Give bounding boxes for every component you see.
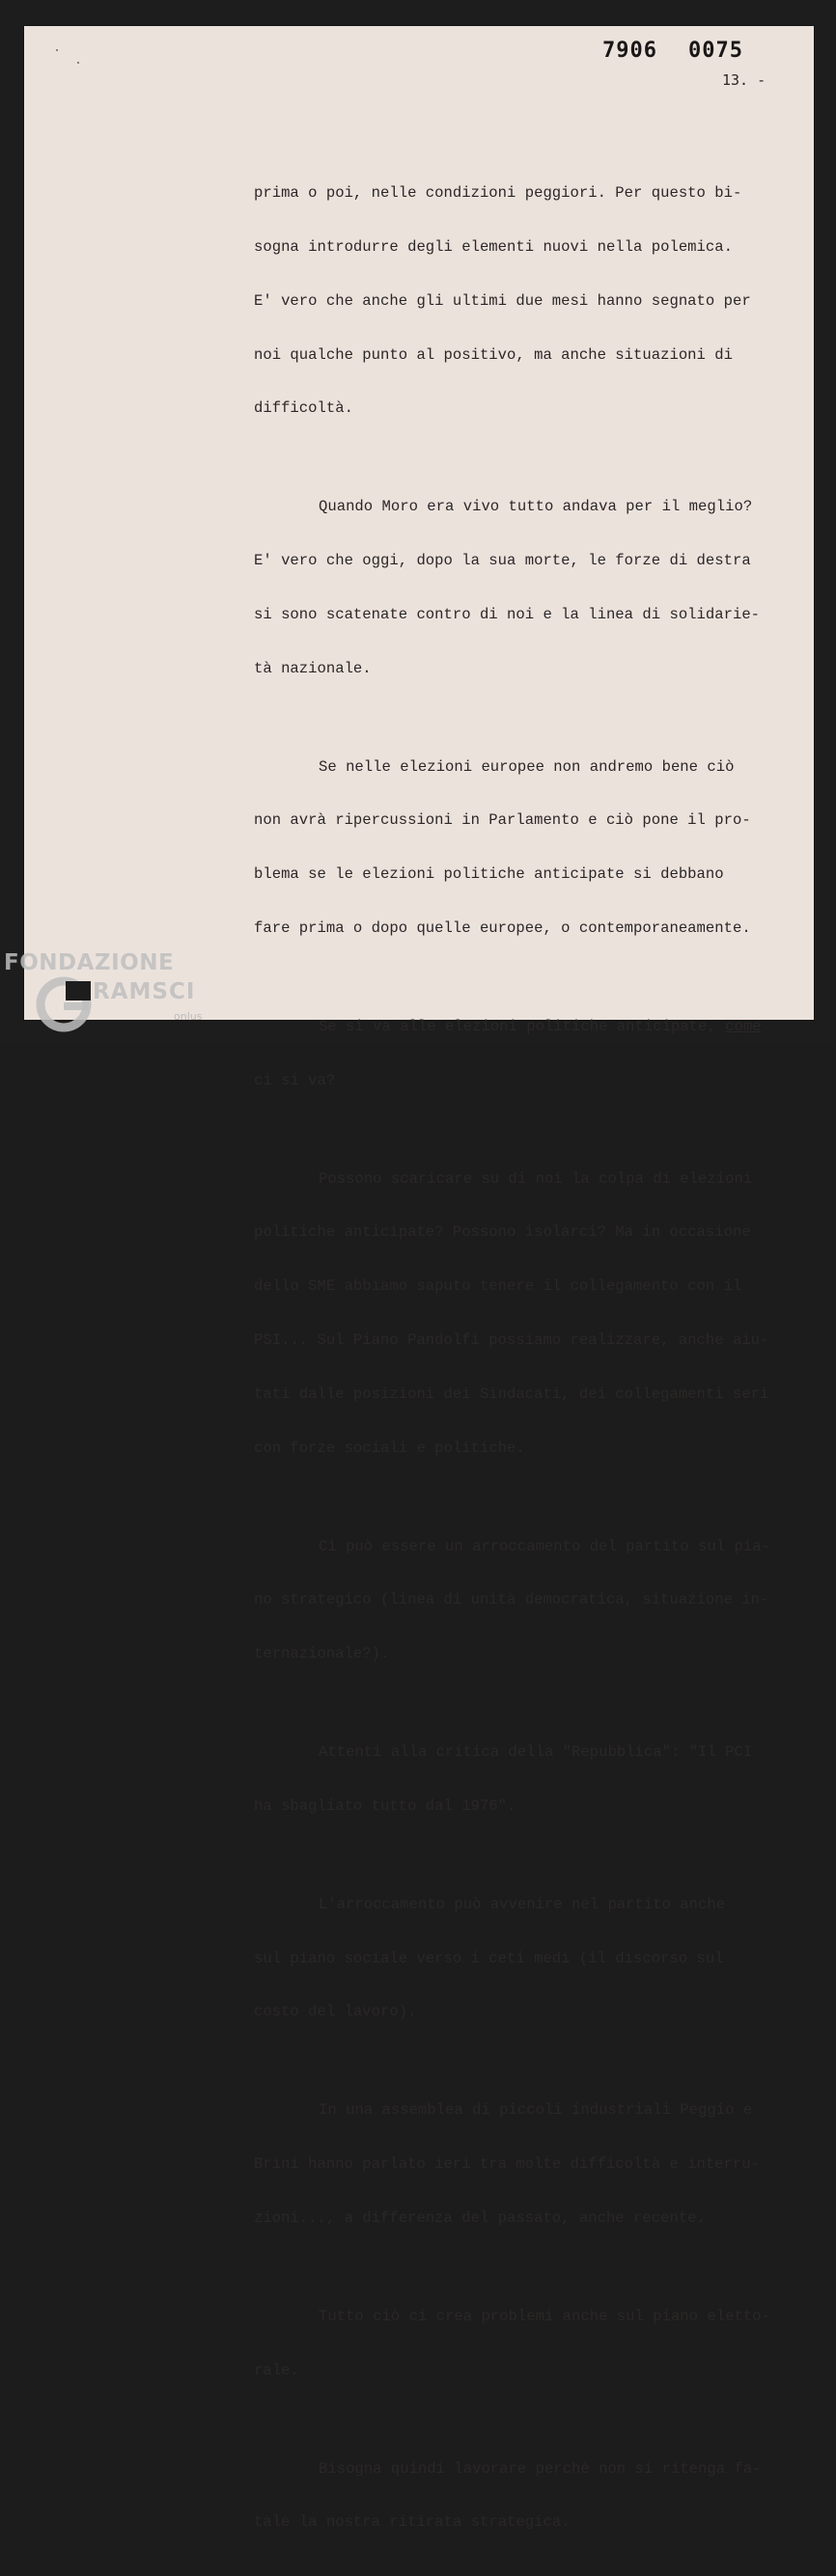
watermark-suffix: onlus	[174, 1010, 203, 1023]
text-line: con forze sociali e politiche.	[254, 1439, 525, 1457]
text-line	[254, 1018, 794, 1036]
paragraph-6	[254, 1501, 794, 1699]
text-line: politiche anticipate? Possono isolarci? Ma in occasione	[254, 1223, 751, 1242]
text-line: ci si va?	[254, 1071, 336, 1089]
fondazione-gramsci-watermark	[4, 950, 216, 1042]
text-fragment: Se si va alle elezioni politiche anticipate,	[319, 1017, 726, 1035]
text-line: no strategico (linea di unità democratica, situazione in-	[254, 1591, 769, 1609]
text-line: prima o poi, nelle condizioni peggiori. Per questo bi-	[254, 184, 742, 203]
watermark-line-2: RAMSCI	[93, 979, 196, 1004]
text-line: tà nazionale.	[254, 659, 372, 677]
watermark-line-1: FONDAZIONE	[4, 950, 175, 975]
text-line: blema se le elezioni politiche anticipate si debbano	[254, 865, 724, 884]
text-line: tale la nostra ritirata strategica.	[254, 2513, 571, 2532]
text-line: ha sbagliato tutto dal 1976".	[254, 1796, 516, 1815]
text-line: non avrà ripercussioni in Parlamento e ciò pone il pro-	[254, 811, 751, 830]
text-line: noi qualche punto al positivo, ma anche situazioni di	[254, 345, 733, 364]
archive-code-b: 0075	[687, 39, 743, 63]
text-line: sul piano sociale verso i ceti medi (il discorso sul	[254, 1949, 724, 1967]
text-line: E' vero che anche gli ultimi due mesi hanno segnato per	[254, 291, 751, 310]
text-line: PSI... Sul Piano Pandolfi possiamo realizzare, anche aiu-	[254, 1331, 769, 1349]
text-line: zioni..., a differenza del passato, anche recente.	[254, 2208, 706, 2227]
text-line: In una assemblea di piccoli industriali Peggio e	[319, 2101, 753, 2120]
paragraph-11	[254, 2424, 794, 2567]
paragraph-8	[254, 1860, 794, 2058]
speck	[56, 49, 58, 51]
text-line: dello SME abbiamo saputo tenere il collegamento con il	[254, 1277, 742, 1296]
paragraph-5	[254, 1134, 794, 1493]
paragraph-7	[254, 1708, 794, 1851]
gramsci-g-logo-icon	[33, 973, 95, 1035]
paragraph-2	[254, 462, 794, 713]
paragraph-9	[254, 2066, 794, 2263]
speck	[77, 62, 79, 64]
archive-code-a: 7906	[602, 39, 657, 63]
text-line: L'arroccamento può avvenire nel partito anche	[319, 1895, 726, 1913]
paragraph-4	[254, 982, 794, 1126]
text-line: Attenti alla critica della "Repubblica": "Il PCI	[319, 1743, 753, 1762]
document-body	[254, 149, 794, 2576]
paragraph-3	[254, 722, 794, 973]
text-line: fare prima o dopo quelle europee, o contemporaneamente.	[254, 918, 751, 937]
text-line: Bisogna quindi lavorare perchè non si ritenga fa-	[319, 2459, 762, 2478]
text-line: Quando Moro era vivo tutto andava per il meglio?	[319, 498, 753, 516]
text-line: Ci può essere un arroccamento del partito sul pia-	[319, 1537, 770, 1555]
text-line: Possono scaricare su di noi la colpa di elezioni	[319, 1169, 753, 1188]
text-line: difficoltà.	[254, 399, 353, 418]
text-line: sogna introdurre degli elementi nuovi nella polemica.	[254, 237, 733, 256]
text-line: ternazionale?).	[254, 1645, 390, 1663]
paragraph-10	[254, 2272, 794, 2416]
text-line: Se nelle elezioni europee non andremo bene ciò	[319, 757, 735, 776]
text-line: costo del lavoro).	[254, 2003, 417, 2021]
text-line: Tutto ciò ci crea problemi anche sul piano eletto-	[319, 2307, 770, 2325]
text-line: Brini hanno parlato ieri tra molte difficoltà e interru-	[254, 2155, 761, 2174]
page-number: 13. -	[722, 71, 766, 89]
text-line: E' vero che oggi, dopo la sua morte, le forze di destra	[254, 552, 751, 570]
archive-number	[602, 39, 743, 63]
text-line: tati dalle posizioni dei Sindacati, dei collegamenti seri	[254, 1384, 769, 1403]
underlined-word: come	[725, 1017, 762, 1035]
text-line: si sono scatenate contro di noi e la linea di solidarie-	[254, 605, 761, 623]
paragraph-1	[254, 149, 794, 453]
text-line: rale.	[254, 2361, 299, 2379]
